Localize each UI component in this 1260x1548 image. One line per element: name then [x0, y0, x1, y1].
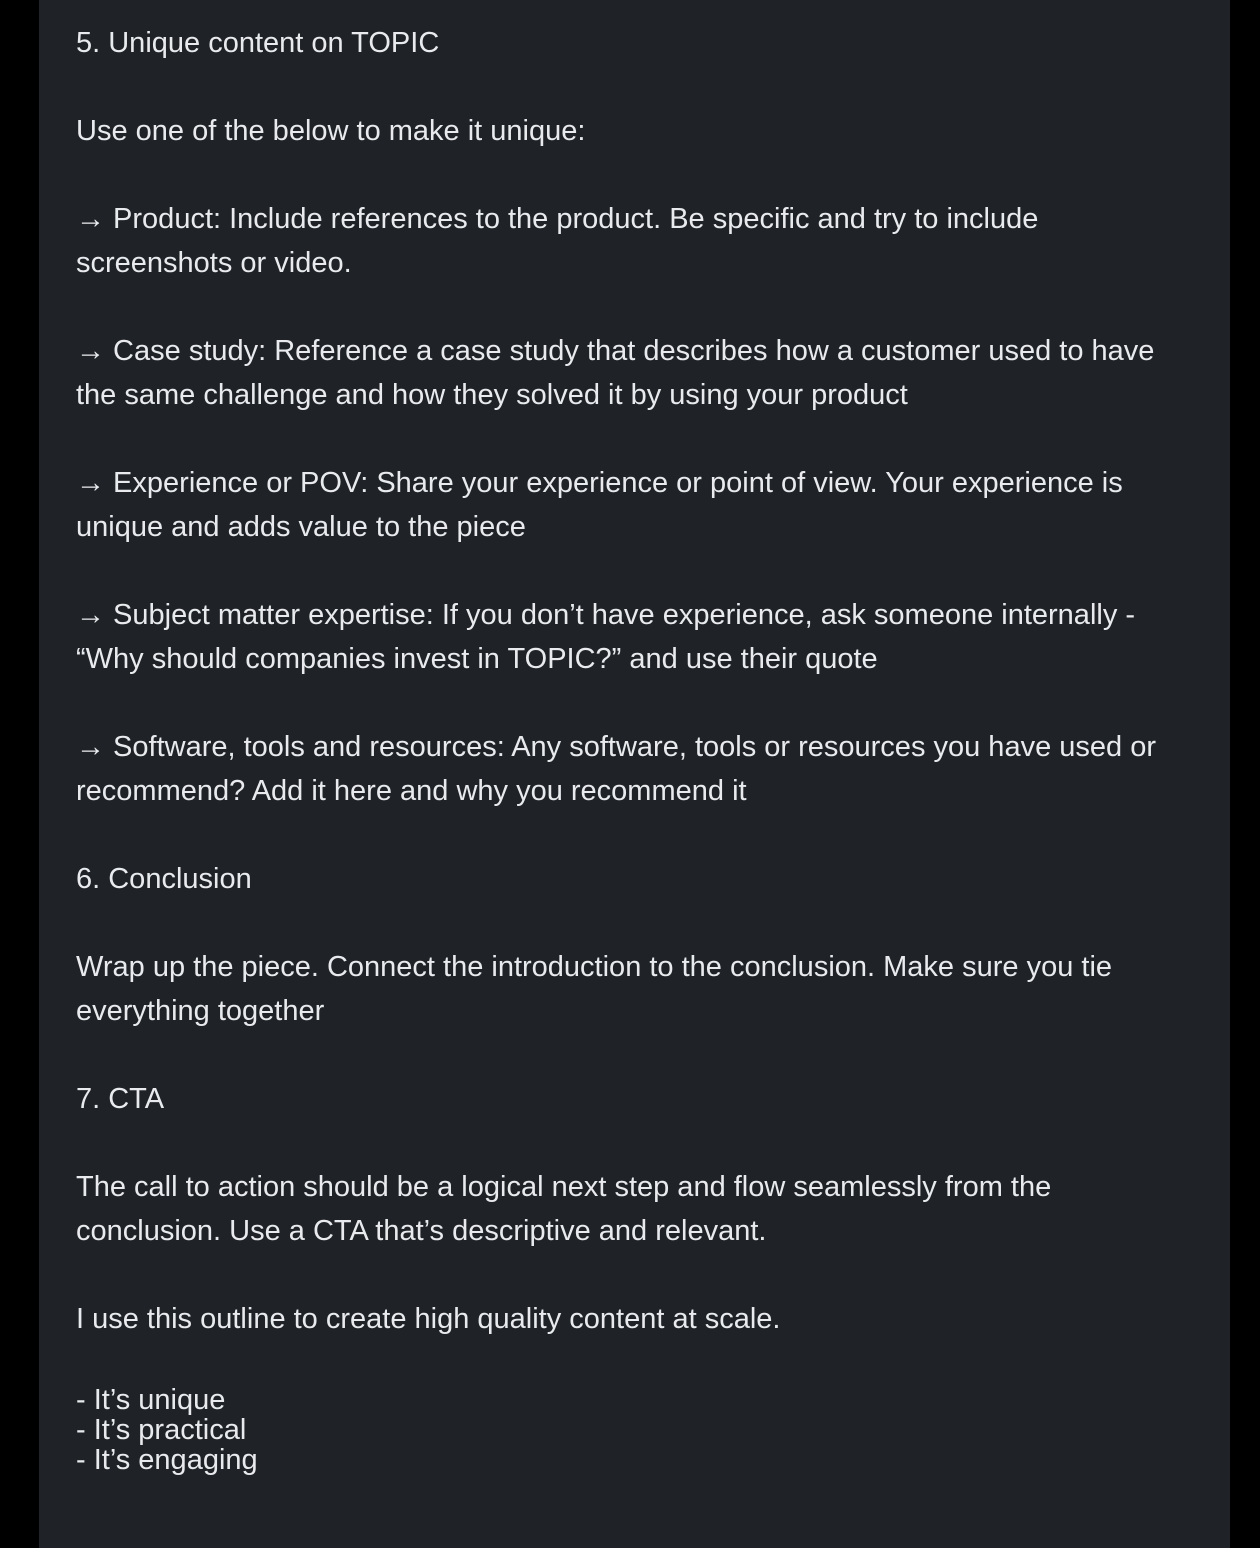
spacer	[76, 901, 1191, 945]
conclusion-body: Wrap up the piece. Connect the introduction to the conclusion. Make sure you tie everything together	[76, 951, 1121, 1027]
spacer	[76, 417, 1191, 461]
section-heading-cta: 7. CTA	[76, 1083, 165, 1115]
unique-item-expertise: → Subject matter expertise: If you don’t have experience, ask someone internally - “Why should companies invest in TOPIC?” and use their quote	[76, 599, 1144, 675]
section-heading-unique-content: 5. Unique content on TOPIC	[76, 27, 440, 59]
unique-item-product: → Product: Include references to the product. Be specific and try to include screenshots or video.	[76, 203, 1047, 279]
cta-body: The call to action should be a logical next step and flow seamlessly from the conclusion. Use a CTA that’s descriptive and relevant.	[76, 1171, 1060, 1247]
unique-item-software: → Software, tools and resources: Any software, tools or resources you have used or recommend? Add it here and why you recommend it	[76, 731, 1165, 807]
spacer	[76, 681, 1191, 725]
closing-bullet-practical: - It’s practical	[76, 1414, 247, 1446]
closing-bullet-engaging: - It’s engaging	[76, 1444, 258, 1476]
spacer	[76, 285, 1191, 329]
spacer	[76, 65, 1191, 109]
closing-bullet-list	[76, 1385, 1191, 1475]
closing-bullet-unique: - It’s unique	[76, 1384, 226, 1416]
spacer	[76, 1253, 1191, 1297]
post-content-panel	[39, 0, 1230, 1548]
spacer	[76, 1033, 1191, 1077]
unique-item-case-study: → Case study: Reference a case study that describes how a customer used to have the same challenge and how they solved it by using your product	[76, 335, 1163, 411]
section-heading-conclusion: 6. Conclusion	[76, 863, 252, 895]
unique-item-experience: → Experience or POV: Share your experience or point of view. Your experience is unique and adds value to the piece	[76, 467, 1131, 543]
spacer	[76, 813, 1191, 857]
spacer	[76, 1121, 1191, 1165]
section-intro: Use one of the below to make it unique:	[76, 115, 586, 147]
spacer	[76, 153, 1191, 197]
spacer	[76, 549, 1191, 593]
closing-statement: I use this outline to create high quality content at scale.	[76, 1303, 781, 1335]
post-body	[76, 21, 1191, 1475]
spacer	[76, 1341, 1191, 1385]
